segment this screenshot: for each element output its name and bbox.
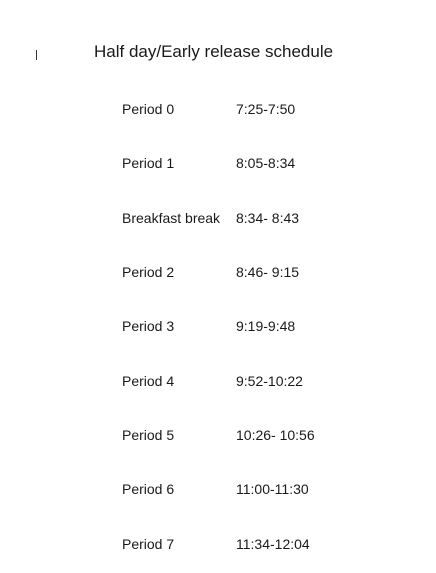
period-name: Period 2 — [122, 264, 175, 280]
period-name: Period 1 — [122, 155, 175, 171]
period-time: 11:34-12:04 — [236, 536, 310, 552]
period-name: Period 6 — [122, 481, 175, 497]
period-name: Period 0 — [122, 101, 175, 117]
period-time: 8:46- 9:15 — [236, 264, 300, 280]
period-time: 11:00-11:30 — [236, 481, 309, 497]
period-time: 8:05-8:34 — [236, 155, 296, 171]
period-time: 10:26- 10:56 — [236, 427, 315, 443]
text-cursor — [36, 50, 37, 60]
period-time: 8:34- 8:43 — [236, 210, 300, 226]
period-time: 7:25-7:50 — [236, 101, 296, 117]
period-name: Period 3 — [122, 318, 175, 334]
document-title: Half day/Early release schedule — [94, 42, 334, 61]
period-time: 9:19-9:48 — [236, 318, 296, 334]
period-name: Breakfast break — [122, 210, 221, 226]
period-time: 9:52-10:22 — [236, 373, 303, 389]
period-name: Period 5 — [122, 427, 175, 443]
period-name: Period 7 — [122, 536, 175, 552]
period-name: Period 4 — [122, 373, 175, 389]
